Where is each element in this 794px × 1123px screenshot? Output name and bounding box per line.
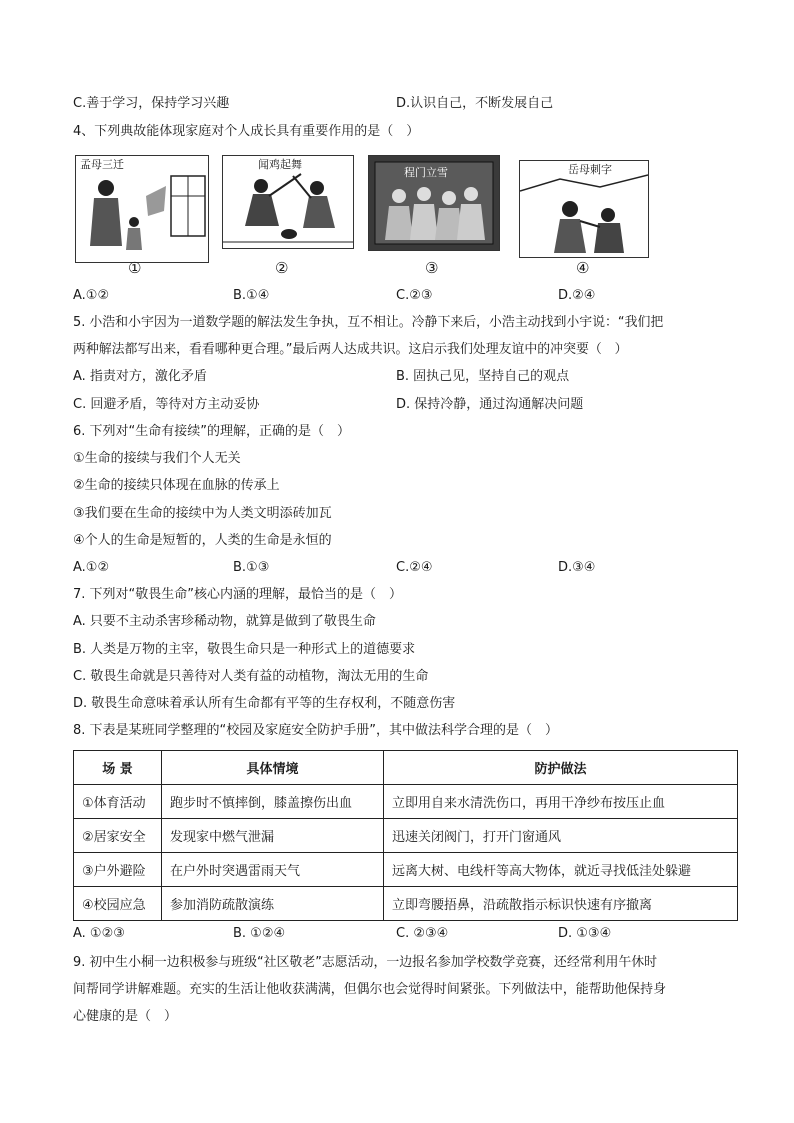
- q4-option-d: D.②④: [558, 288, 596, 303]
- q8-option-d: D. ①③④: [558, 926, 612, 941]
- q7-stem: 7. 下列对“敬畏生命”核心内涵的理解，最恰当的是（ ）: [73, 587, 403, 602]
- q9-stem-line1: 9. 初中生小桐一边积极参与班级“社区敬老”志愿活动，一边报名参加学校数学竞赛，还经常利用午休时: [73, 955, 658, 970]
- q4-picture-3-number: ③: [425, 259, 439, 277]
- table-header-row: [74, 751, 738, 785]
- table-cell: 立即弯腰捂鼻，沿疏散指示标识快速有序撤离: [384, 887, 738, 921]
- table-cell: ①体育活动: [74, 785, 162, 819]
- q6-option-c: C.②④: [396, 560, 433, 575]
- table-cell: 发现家中燃气泄漏: [162, 819, 384, 853]
- q4-picture-1-number: ①: [128, 259, 142, 277]
- q6-options: [73, 559, 753, 577]
- q8-option-a: A. ①②③: [73, 926, 125, 941]
- q4-stem: 4、下列典故能体现家庭对个人成长具有重要作用的是（ ）: [73, 124, 420, 139]
- table-row: [74, 853, 738, 887]
- q8-stem: 8. 下表是某班同学整理的“校园及家庭安全防护手册”，其中做法科学合理的是（ ）: [73, 723, 559, 738]
- q6-stem: 6. 下列对“生命有接续”的理解，正确的是（ ）: [73, 424, 351, 439]
- table-row: [74, 819, 738, 853]
- q8-option-b: B. ①②④: [233, 926, 286, 941]
- q6-option-d: D.③④: [558, 560, 596, 575]
- q5-stem-line2: 两种解法都写出来，看看哪种更合理。”最后两人达成共识。这启示我们处理友谊中的冲突要（ ）: [73, 342, 628, 357]
- q9-stem-line3: 心健康的是（ ）: [73, 1009, 178, 1024]
- safety-handbook-table: [73, 750, 738, 921]
- q3-option-d: D.认识自己，不断发展自己: [396, 96, 554, 111]
- q6-option-b: B.①③: [233, 560, 270, 575]
- table-header: 场 景: [74, 751, 162, 785]
- table-cell: ②居家安全: [74, 819, 162, 853]
- table-cell: ③户外避险: [74, 853, 162, 887]
- table-cell: 参加消防疏散演练: [162, 887, 384, 921]
- q7-option-c: C. 敬畏生命就是只善待对人类有益的动植物，淘汰无用的生命: [73, 669, 429, 684]
- q3-options: [73, 95, 753, 113]
- q5-options-row2: [73, 396, 753, 414]
- q6-statement-4: ④个人的生命是短暂的，人类的生命是永恒的: [73, 533, 332, 548]
- q4-picture-4-caption: 岳母刺字: [568, 163, 612, 176]
- table-cell: 立即用自来水清洗伤口，再用干净纱布按压止血: [384, 785, 738, 819]
- q4-picture-3-caption: 程门立雪: [404, 166, 448, 179]
- q7-option-d: D. 敬畏生命意味着承认所有生命都有平等的生存权利，不随意伤害: [73, 696, 456, 711]
- table-cell: 跑步时不慎摔倒，膝盖擦伤出血: [162, 785, 384, 819]
- table-header: 防护做法: [384, 751, 738, 785]
- q5-option-b: B. 固执己见，坚持自己的观点: [396, 369, 570, 384]
- table-cell: ④校园应急: [74, 887, 162, 921]
- q5-stem-line1: 5. 小浩和小宇因为一道数学题的解法发生争执，互不相让。冷静下来后，小浩主动找到小宇说：“我们把: [73, 315, 664, 330]
- q6-option-a: A.①②: [73, 560, 110, 575]
- q4-options: [73, 287, 753, 305]
- q4-picture-2-caption: 闻鸡起舞: [258, 158, 302, 171]
- q5-option-a: A. 指责对方，激化矛盾: [73, 369, 207, 384]
- q4-option-c: C.②③: [396, 288, 433, 303]
- table-cell: 在户外时突遇雷雨天气: [162, 853, 384, 887]
- table-cell: 迅速关闭阀门，打开门窗通风: [384, 819, 738, 853]
- q4-picture-2-number: ②: [275, 259, 289, 277]
- q7-option-a: A. 只要不主动杀害珍稀动物，就算是做到了敬畏生命: [73, 614, 376, 629]
- q5-options-row1: [73, 368, 753, 386]
- q5-option-d: D. 保持冷静，通过沟通解决问题: [396, 397, 584, 412]
- q8-options: [73, 925, 753, 943]
- q4-picture-1: [75, 155, 209, 263]
- table-cell: 远离大树、电线杆等高大物体，就近寻找低洼处躲避: [384, 853, 738, 887]
- q7-option-b: B. 人类是万物的主宰，敬畏生命只是一种形式上的道德要求: [73, 642, 416, 657]
- q6-statement-3: ③我们要在生命的接续中为人类文明添砖加瓦: [73, 506, 332, 521]
- q9-stem-line2: 间帮同学讲解难题。充实的生活让他收获满满，但偶尔也会觉得时间紧张。下列做法中，能帮助他保持身: [73, 982, 666, 997]
- table-header: 具体情境: [162, 751, 384, 785]
- table-row: [74, 785, 738, 819]
- q4-picture-1-caption: 孟母三迁: [80, 158, 124, 171]
- q4-picture-4-number: ④: [576, 259, 590, 277]
- q6-statement-2: ②生命的接续只体现在血脉的传承上: [73, 478, 280, 493]
- q4-option-b: B.①④: [233, 288, 270, 303]
- table-row: [74, 887, 738, 921]
- q8-option-c: C. ②③④: [396, 926, 449, 941]
- q3-option-c: C.善于学习，保持学习兴趣: [73, 96, 230, 111]
- mencius-mother-illustration: [76, 156, 208, 262]
- q4-option-a: A.①②: [73, 288, 110, 303]
- q5-option-c: C. 回避矛盾，等待对方主动妥协: [73, 397, 260, 412]
- q6-statement-1: ①生命的接续与我们个人无关: [73, 451, 241, 466]
